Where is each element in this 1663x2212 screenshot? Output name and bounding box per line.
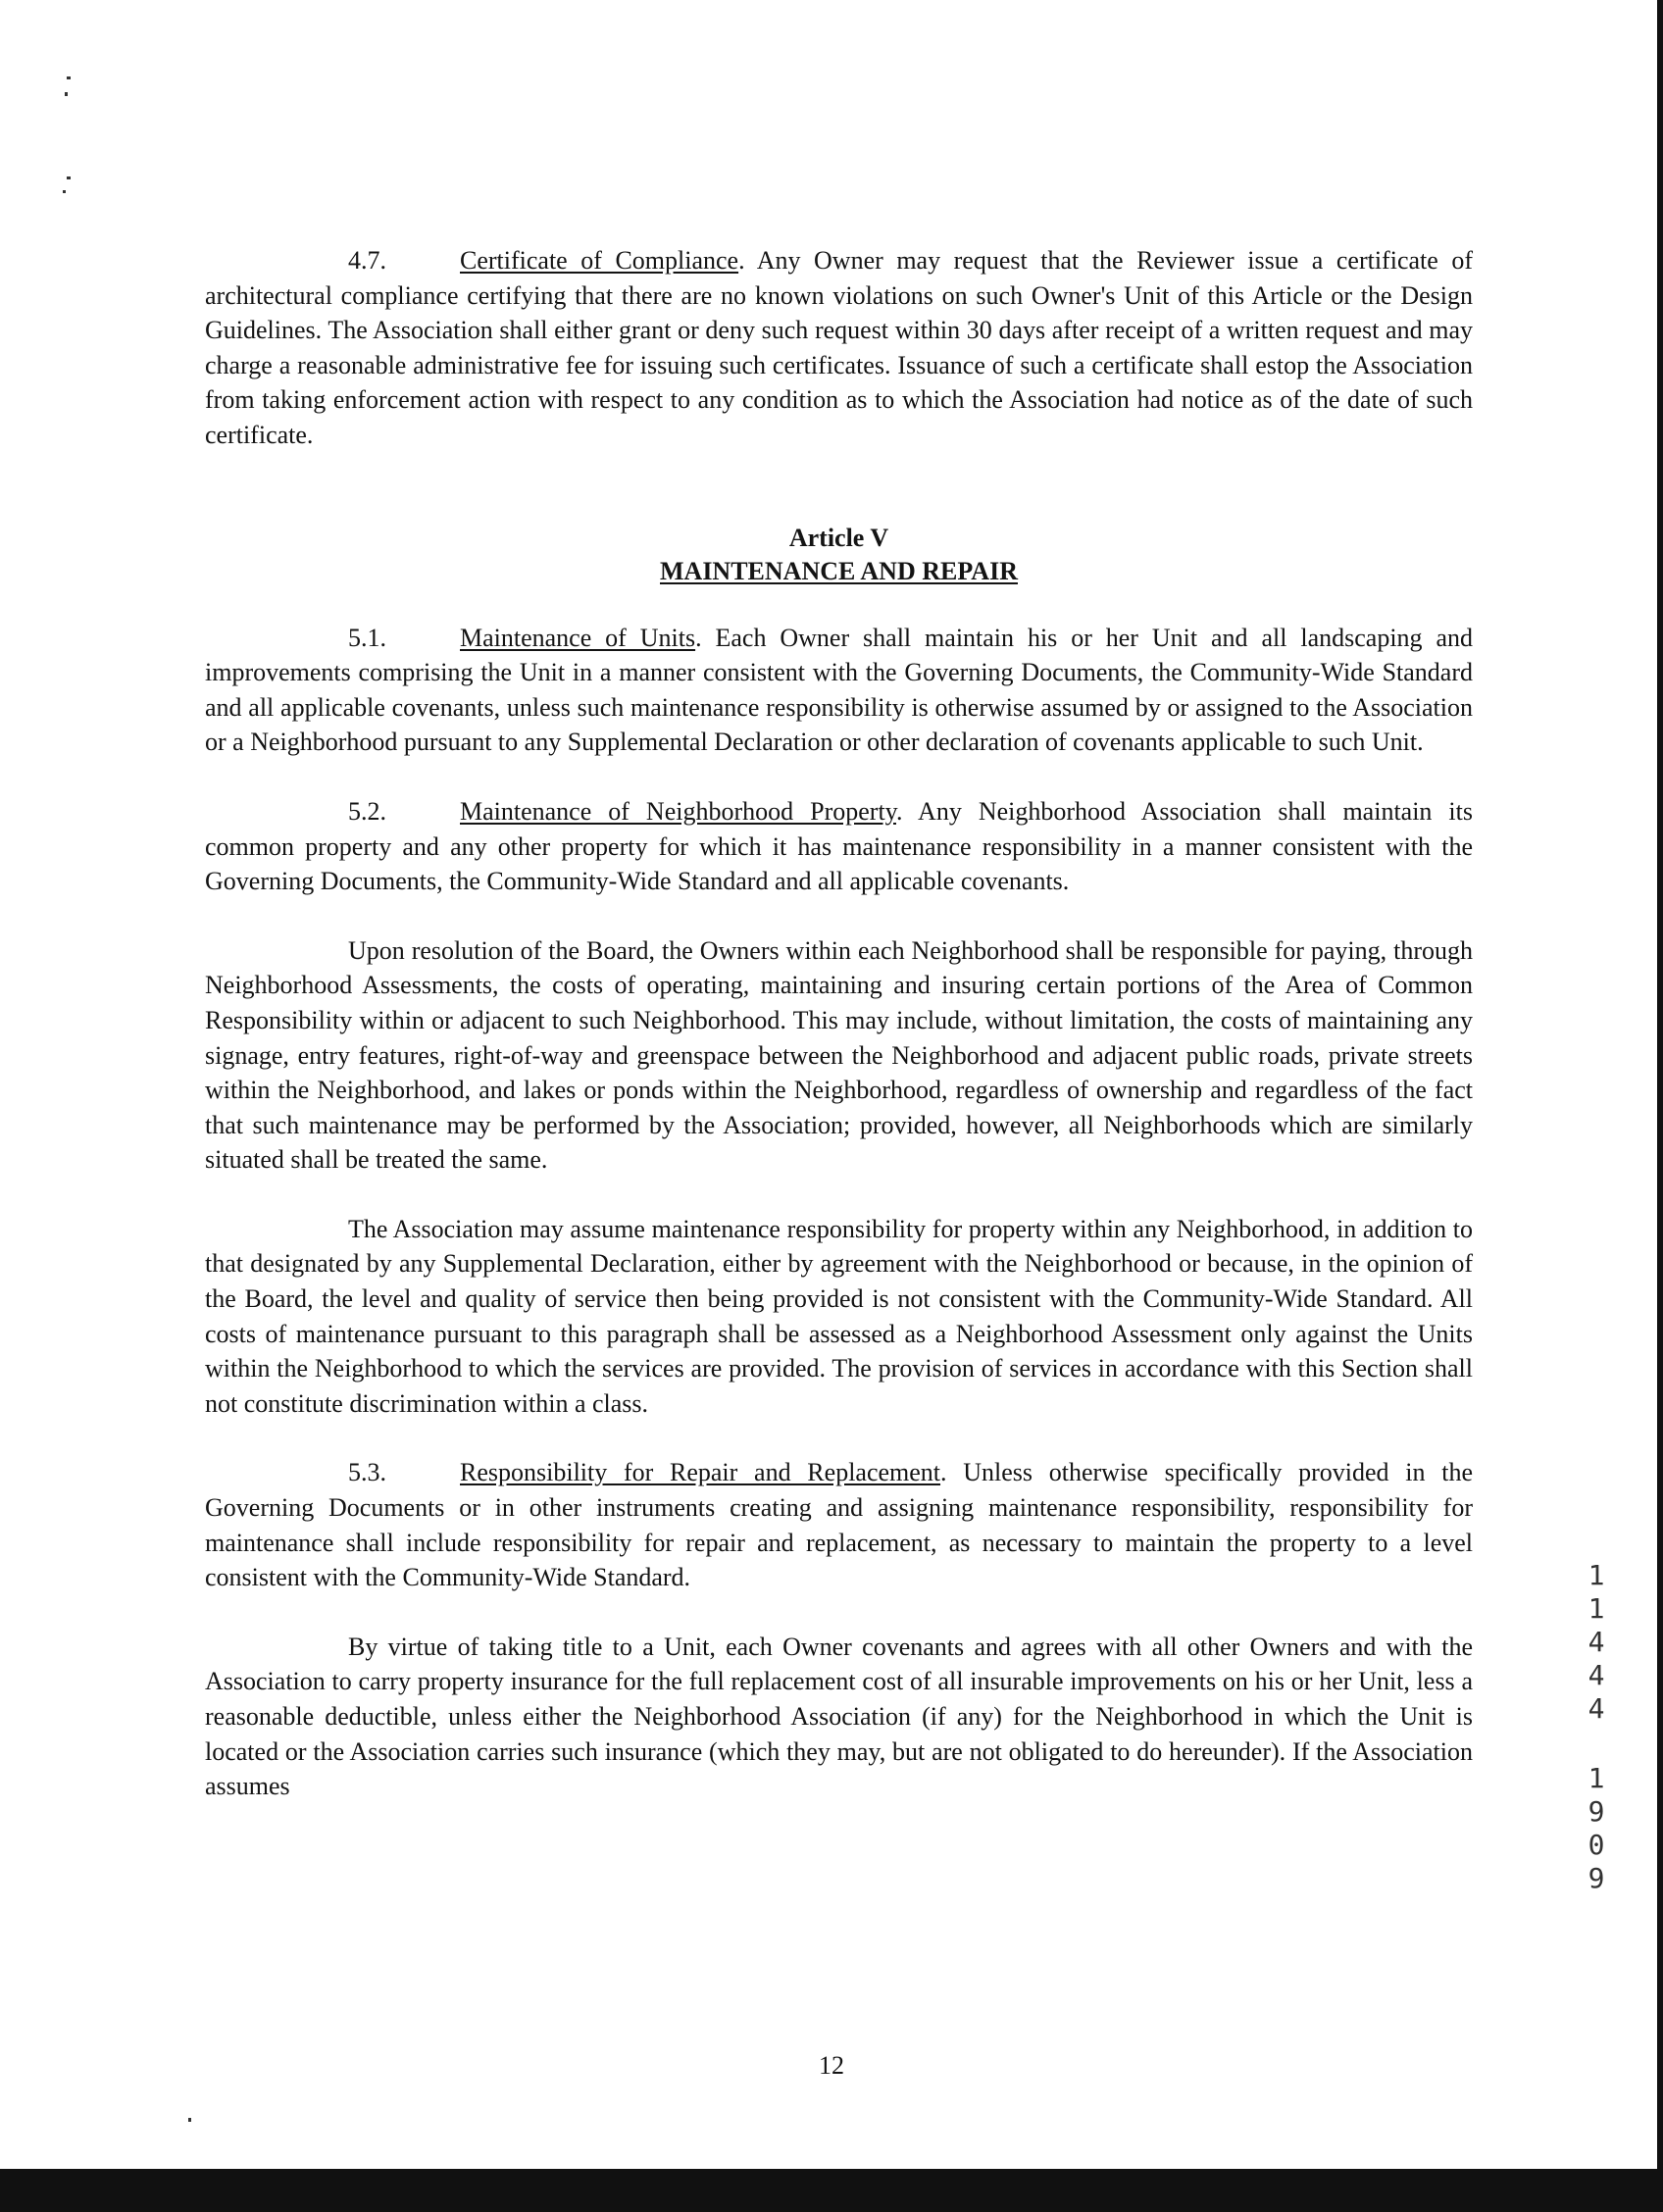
section-heading: Responsibility for Repair and Replacement [460, 1458, 941, 1487]
stamp-digit: 4 [1587, 1659, 1605, 1691]
scan-border-right [1657, 0, 1663, 2212]
stamp-digit: 1 [1587, 1762, 1605, 1794]
paragraph-association-may: The Association may assume maintenance responsibility for property within any Neighborhood, in addition to that designated by any Supplemental Declaration, either by agreement with the Neighborhood or because, in the opinion of the Board, the level and quality of service then being provided is not consistent with the Community-Wide Standard. All costs of maintenance pursuant to this paragraph shall be assessed as a Neighborhood Assessment only against the Units within the Neighborhood to which the services are provided. The provision of services in accordance with this Section shall not constitute discrimination within a class. [205, 1214, 1473, 1418]
section-5-2 [205, 794, 1473, 899]
section-number: 4.7. [348, 246, 386, 275]
page-number: 12 [819, 2051, 844, 2080]
stamp-digit: 4 [1587, 1626, 1605, 1658]
section-number: 5.3. [348, 1458, 386, 1487]
scan-speck [67, 176, 71, 179]
stamp-digit: 1 [1587, 1592, 1605, 1625]
article-title: MAINTENANCE AND REPAIR [660, 556, 1018, 585]
article-label: Article V [788, 523, 889, 552]
section-4-7 [205, 243, 1473, 453]
section-number: 5.1. [348, 623, 386, 652]
stamp-digit: 0 [1587, 1829, 1605, 1861]
section-text: . Any Owner may request that the Reviewer issue a certificate of architectural compliance certifying that there are no known violations on such Owner's Unit of this Article or the Design Guidelines. The Association shall either grant or deny such request within 30 days after receipt of a written request and may charge a reasonable administrative fee for issuing such certificates. Issuance of such a certificate shall estop the Association from taking enforcement action with respect to any condition as to which the Association had notice as of the date of such certificate. [205, 246, 1473, 449]
section-text: . Any Neighborhood Association shall maintain its common property and any other property for which it has maintenance responsibility in a manner consistent with the Governing Documents, the Community-Wide Standard and all applicable covenants. [205, 796, 1473, 896]
scan-speck [188, 2118, 191, 2122]
scan-speck [63, 190, 66, 193]
scan-speck [65, 92, 68, 96]
paragraph-upon-resolution: Upon resolution of the Board, the Owners within each Neighborhood shall be responsible for paying, through Neighborhood Assessments, the costs of operating, maintaining and insuring certain portions of the Area of Common Responsibility within or adjacent to such Neighborhood. This may include, without limitation, the costs of maintaining any signage, entry features, right-of-way and greenspace between the Neighborhood and adjacent public roads, private streets within the Neighborhood, and lakes or ponds within the Neighborhood, regardless of ownership and regardless of the fact that such maintenance may be performed by the Association; provided, however, all Neighborhoods which are similarly situated shall be treated the same. [205, 935, 1473, 1175]
stamp-digit: 1 [1587, 1559, 1605, 1591]
section-heading: Certificate of Compliance [460, 246, 739, 275]
section-5-1 [205, 621, 1473, 760]
article-heading [205, 522, 1473, 588]
paragraph-by-virtue: By virtue of taking title to a Unit, each Owner covenants and agrees with all other Owners and with the Association to carry property insurance for the full replacement cost of all insurable improvements on his or her Unit, less a reasonable deductible, unless either the Neighborhood Association (if any) for the Neighborhood in which the Unit is located or the Association carries such insurance (which they may, but are not obligated to do hereunder). If the Association assumes [205, 1632, 1473, 1801]
stamp-digit: 9 [1587, 1795, 1605, 1828]
section-heading: Maintenance of Neighborhood Property [460, 796, 896, 826]
side-stamp-bottom [1579, 1762, 1614, 1895]
document-body [205, 243, 1473, 1804]
stamp-digit: 4 [1587, 1692, 1605, 1725]
scan-border-bottom [0, 2169, 1663, 2212]
scan-speck [67, 76, 71, 79]
section-heading: Maintenance of Units [460, 623, 696, 652]
section-text: . Each Owner shall maintain his or her Unit and all landscaping and improvements comprising the Unit in a manner consistent with the Governing Documents, the Community-Wide Standard and all applicable covenants, unless such maintenance responsibility is otherwise assumed by or assigned to the Association or a Neighborhood pursuant to any Supplemental Declaration or other declaration of covenants applicable to such Unit. [205, 623, 1474, 757]
stamp-digit: 9 [1587, 1862, 1605, 1894]
side-stamp-top [1579, 1559, 1614, 1726]
section-text: . Unless otherwise specifically provided in the Governing Documents or in other instruments creating and assigning maintenance responsibility, responsibility for maintenance shall include responsibility for repair and replacement, as necessary to maintain the property to a level consistent with the Community-Wide Standard. [205, 1458, 1473, 1592]
section-number: 5.2. [348, 796, 386, 826]
section-5-3 [205, 1455, 1473, 1594]
